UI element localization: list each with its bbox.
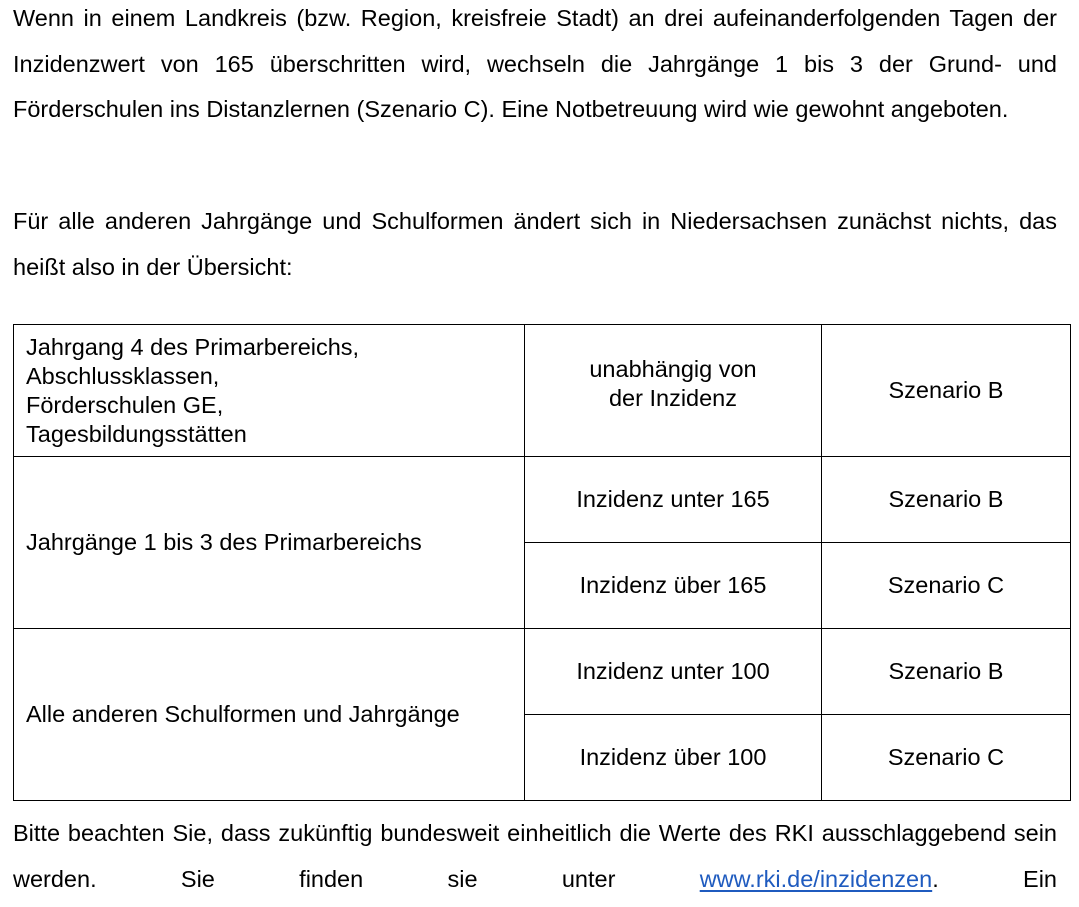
table-cell-group: Alle anderen Schulformen und Jahrgänge <box>14 629 525 801</box>
table-cell-scenario: Szenario C <box>821 715 1070 801</box>
overview-intro-paragraph: Für alle anderen Jahrgänge und Schulformen ändert sich in Niedersachsen zunächst nichts, das heißt also in der Übersicht: <box>13 208 1057 280</box>
intro-paragraph: Wenn in einem Landkreis (bzw. Region, kreisfreie Stadt) an drei aufeinanderfolgenden Tagen der Inzidenzwert von 165 überschritten wird, wechseln die Jahrgänge 1 bis 3 der Grund- und Förderschulen ins Distanzlernen (Szenario C). Eine Notbetreuung wird wie gewohnt angeboten. <box>13 5 1057 122</box>
scenario-overview-table <box>13 324 1071 801</box>
table-cell-condition: Inzidenz über 100 <box>525 715 822 801</box>
condition-line: unabhängig von <box>589 355 757 382</box>
table-cell-condition: Inzidenz unter 165 <box>525 457 822 543</box>
group-line: Abschlussklassen, <box>26 362 220 389</box>
table-row <box>14 325 1071 457</box>
table-row <box>14 457 1071 543</box>
group-line: Jahrgang 4 des Primarbereichs, <box>26 333 360 360</box>
table-cell-scenario: Szenario B <box>821 325 1070 457</box>
table-cell-group: Jahrgänge 1 bis 3 des Primarbereichs <box>14 457 525 629</box>
condition-line: der Inzidenz <box>608 384 738 411</box>
table-cell-scenario: Szenario B <box>821 629 1070 715</box>
table-row <box>14 629 1071 715</box>
table-cell-scenario: Szenario C <box>821 543 1070 629</box>
group-line: Tagesbildungsstätten <box>26 420 247 447</box>
table-cell-group <box>14 325 525 457</box>
table-cell-scenario: Szenario B <box>821 457 1070 543</box>
footer-text: Bitte beachten Sie, dass zukünftig bundesweit einheitlich die Werte des RKI ausschlaggebend sein werden. Sie finden sie unter <box>13 820 1057 892</box>
table-cell-condition <box>525 325 822 457</box>
group-line: Förderschulen GE, <box>26 391 224 418</box>
table-cell-condition: Inzidenz über 165 <box>525 543 822 629</box>
rki-incidence-link[interactable]: www.rki.de/inzidenzen <box>699 865 933 892</box>
footer-text-end: . Ein <box>932 865 1057 892</box>
footer-paragraph <box>13 811 1057 902</box>
table-cell-condition: Inzidenz unter 100 <box>525 629 822 715</box>
